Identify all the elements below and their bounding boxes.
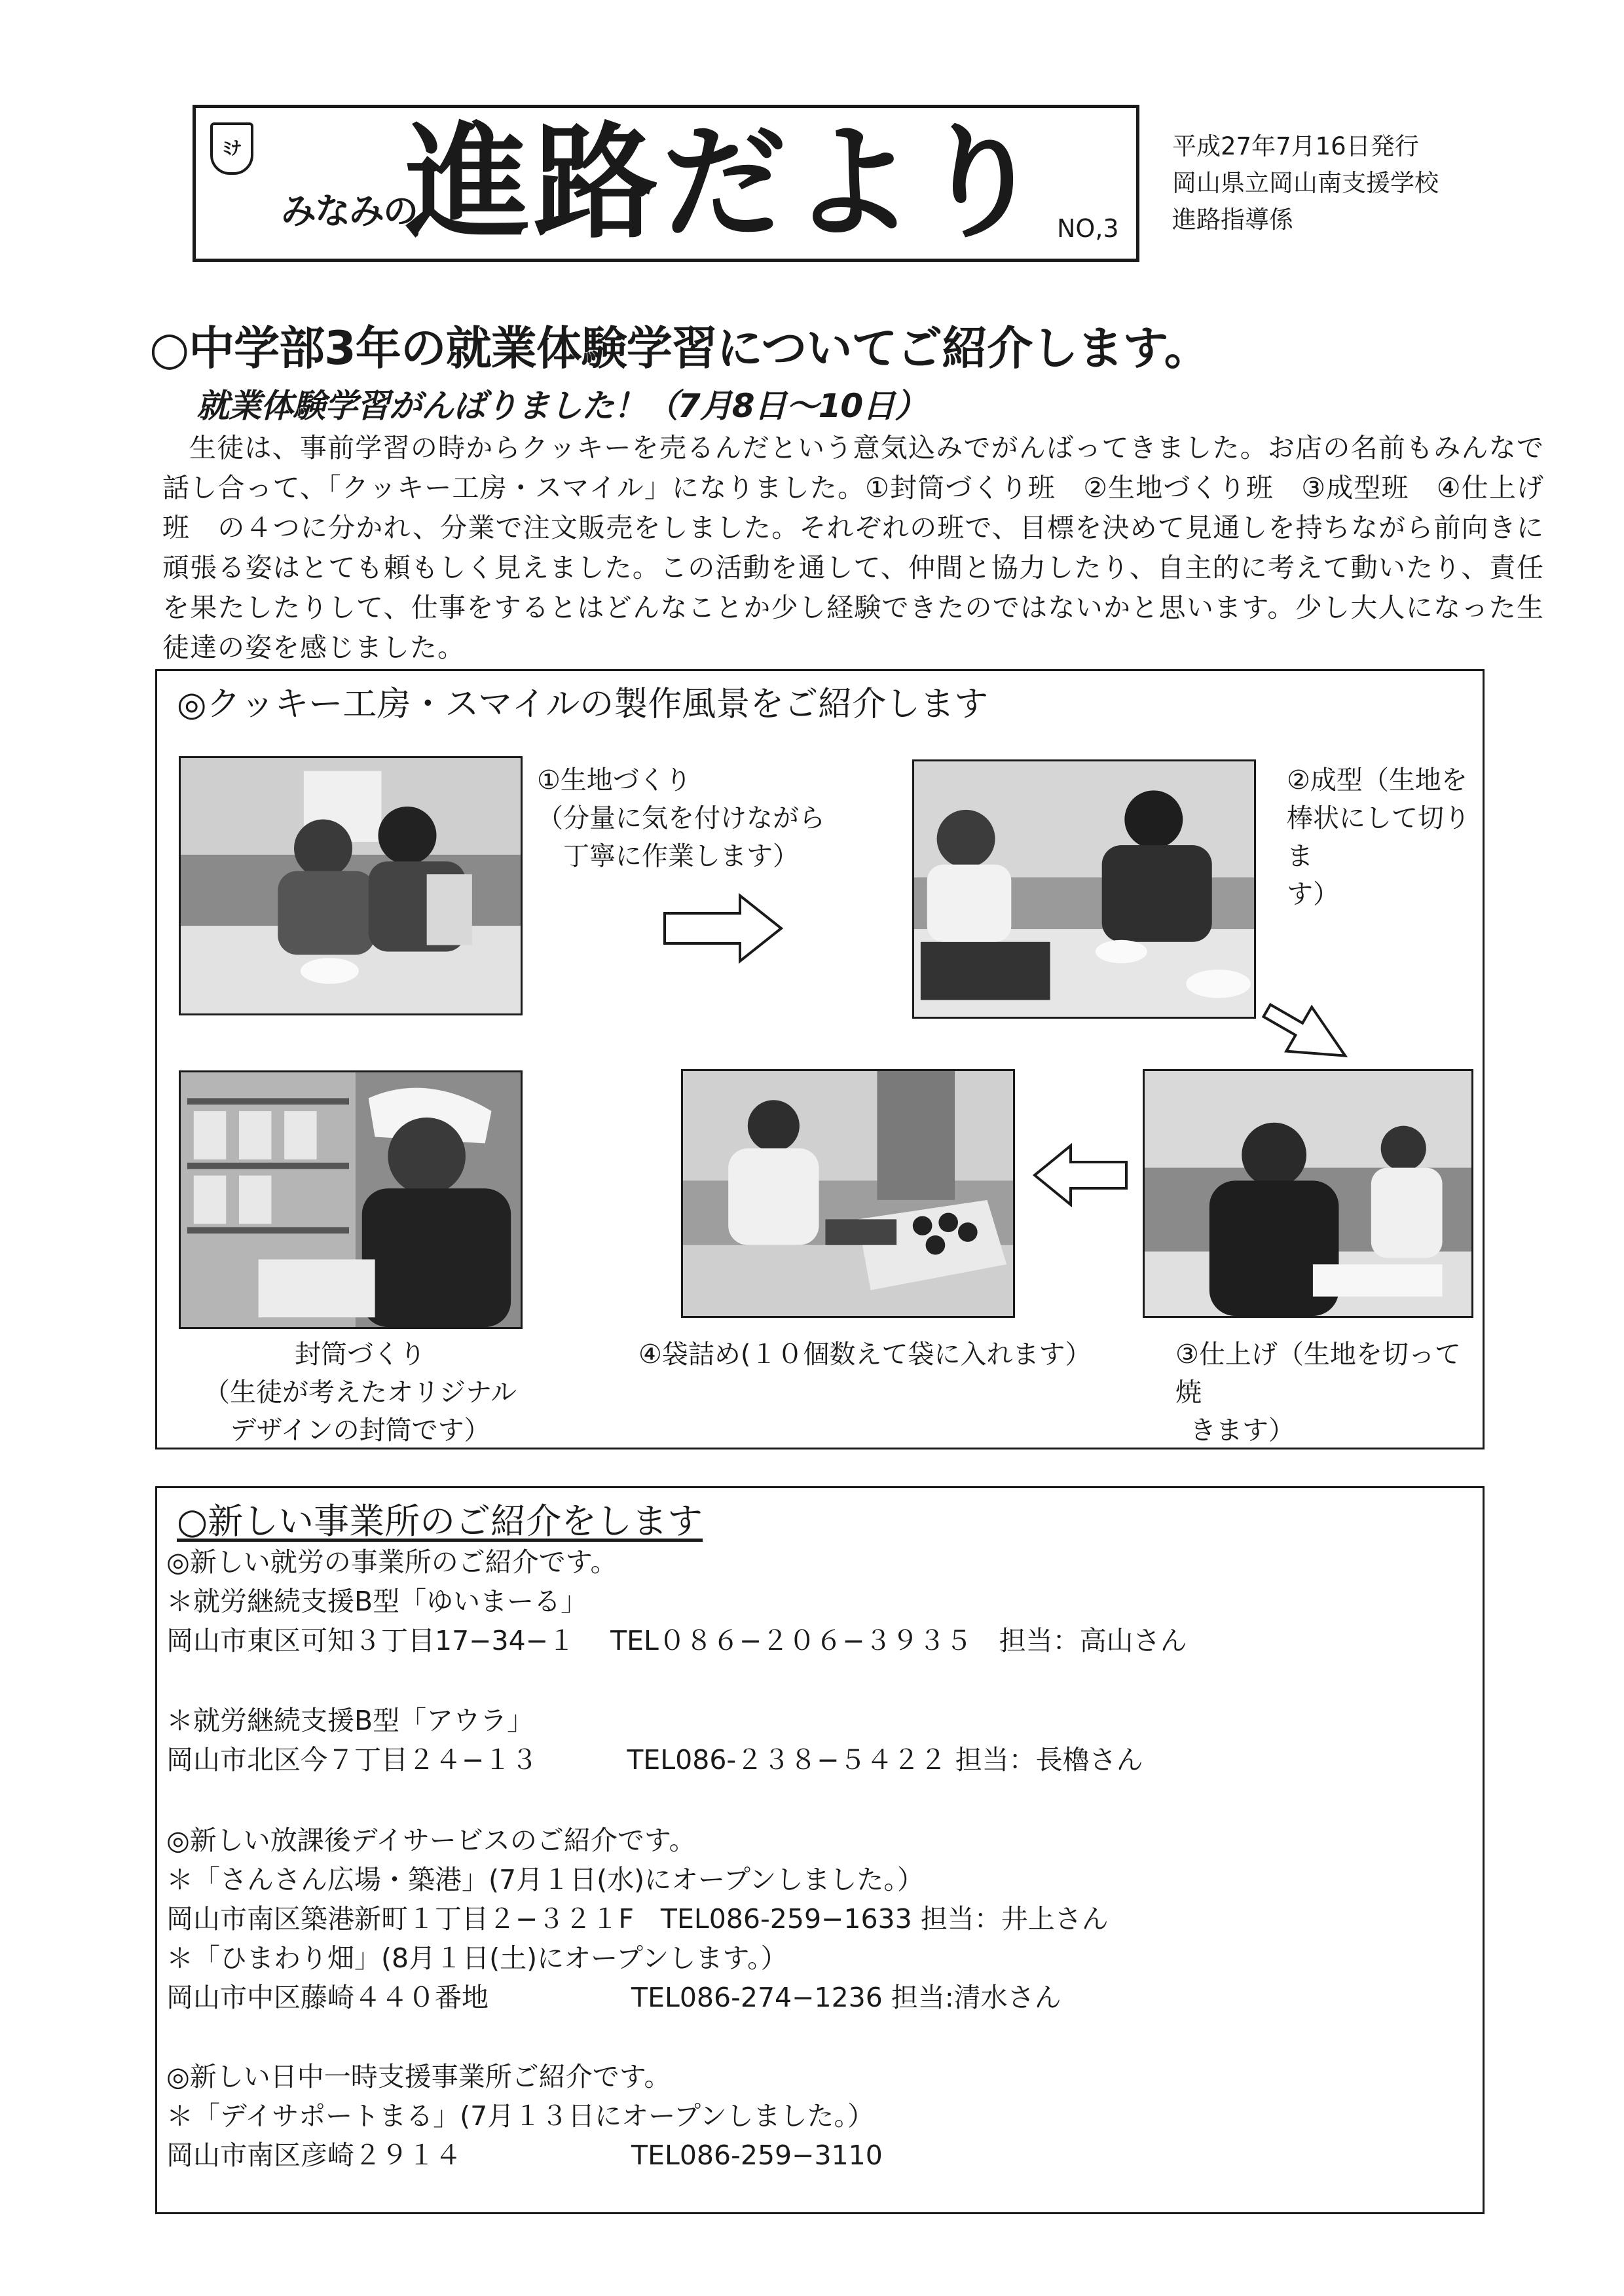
caption-line: 棒状にして切りま bbox=[1287, 803, 1470, 871]
masthead bbox=[193, 105, 1139, 262]
arrow-left-icon bbox=[1031, 1142, 1130, 1208]
office-address-himawari: 岡山市中区藤崎４４０番地 TEL086-274−1236 担当:清水さん bbox=[166, 1982, 1061, 2013]
photo-bagging bbox=[681, 1069, 1015, 1318]
caption-envelope bbox=[177, 1336, 544, 1449]
article-subheadline: 就業体験学習がんばりました！（7月8日～10日） bbox=[196, 387, 927, 425]
caption-step-1 bbox=[537, 761, 825, 875]
office-name-daysupport: ＊「デイサポートまる」(7月１３日にオープンしました。） bbox=[166, 2100, 875, 2132]
department: 進路指導係 bbox=[1172, 206, 1293, 234]
office-address-sansan: 岡山市南区築港新町１丁目２−３２１F TEL086-259−1633 担当：井上さん bbox=[166, 1903, 1109, 1935]
article-body bbox=[162, 428, 1544, 668]
caption-line: す） bbox=[1287, 879, 1339, 909]
office-heading-support: ◎新しい日中一時支援事業所ご紹介です。 bbox=[166, 2061, 671, 2092]
office-address-yuimaru: 岡山市東区可知３丁目17−34−１ TEL０８６−２０６−３９３５ 担当：高山さん bbox=[166, 1625, 1187, 1656]
caption-line: 丁寧に作業します） bbox=[537, 841, 799, 871]
caption-step-3 bbox=[1175, 1336, 1483, 1449]
office-name-sansan: ＊「さんさん広場・築港」(7月１日(水)にオープンしました。） bbox=[166, 1864, 924, 1895]
issue-date: 平成27年7月16日発行 bbox=[1172, 132, 1419, 160]
caption-line: （生徒が考えたオリジナル bbox=[204, 1377, 517, 1408]
caption-step-2 bbox=[1287, 761, 1483, 913]
new-offices-title: ○新しい事業所のご紹介をします bbox=[177, 1501, 703, 1542]
photo-finishing bbox=[1143, 1069, 1473, 1318]
arrow-right-icon bbox=[661, 892, 786, 964]
masthead-subtitle: みなみの bbox=[281, 191, 417, 232]
photo-section bbox=[155, 669, 1485, 1449]
issue-info bbox=[1172, 128, 1439, 238]
photo-envelope-making bbox=[179, 1070, 523, 1329]
office-name-yuimaru: ＊就労継続支援B型「ゆいまーる」 bbox=[166, 1586, 588, 1617]
caption-line: ③仕上げ（生地を切って焼 bbox=[1175, 1339, 1461, 1408]
office-name-aura: ＊就労継続支援B型「アウラ」 bbox=[166, 1705, 534, 1736]
office-heading-dayservice: ◎新しい放課後デイサービスのご紹介です。 bbox=[166, 1825, 696, 1856]
caption-line: きます） bbox=[1190, 1415, 1295, 1446]
arrow-down-icon bbox=[1257, 972, 1362, 1077]
caption-line: （分量に気を付けながら bbox=[537, 803, 825, 833]
article-paragraph: 生徒は、事前学習の時からクッキーを売るんだという意気込みでがんばってきました。お店の名前もみんなで話し合って、「クッキー工房・スマイル」になりました。①封筒づくり班 ②生地づくり班 ③成型班 ④仕上げ班 の４つに分かれ、分業で注文販売をしました。それぞれの班で、目標を決めて見通しを持ちながら前向きに頑張る姿はとても頼もしく見えました。この活動を通して、仲間と協力したり、自主的に考えて動いたり、責任を果たしたりして、仕事をするとはどんなことか少し経験できたのではないかと思います。少し大人になった生徒達の姿を感じました。 bbox=[162, 432, 1544, 663]
office-address-daysupport: 岡山市南区彦崎２９１４ TEL086-259−3110 bbox=[166, 2140, 883, 2171]
logo-mark: ﾐﾅ bbox=[222, 137, 241, 159]
caption-step-4 bbox=[638, 1336, 1091, 1374]
masthead-title: 進路だより bbox=[405, 111, 1048, 255]
photo-section-title: ◎クッキー工房・スマイルの製作風景をご紹介します bbox=[177, 685, 989, 724]
caption-line: ④袋詰め(１０個数えて袋に入れます） bbox=[638, 1339, 1092, 1370]
office-heading-work: ◎新しい就労の事業所のご紹介です。 bbox=[166, 1546, 618, 1578]
new-offices-section bbox=[155, 1486, 1485, 2214]
issue-number: NO,3 bbox=[1057, 214, 1119, 243]
caption-line: ②成型（生地を bbox=[1287, 765, 1467, 795]
office-address-aura: 岡山市北区今７丁目２４−１３ TEL086-２３８−５４２２ 担当：長櫓さん bbox=[166, 1744, 1143, 1776]
caption-line: 封筒づくり bbox=[295, 1339, 426, 1370]
office-name-himawari: ＊「ひまわり畑」(8月１日(土)にオープンします。） bbox=[166, 1942, 788, 1974]
school-logo bbox=[210, 122, 253, 175]
article-headline: ○中学部3年の就業体験学習についてご紹介します。 bbox=[149, 321, 1209, 375]
caption-line: ①生地づくり bbox=[537, 765, 692, 795]
photo-dough-making bbox=[179, 756, 523, 1015]
caption-line: デザインの封筒です） bbox=[230, 1415, 490, 1446]
school-name: 岡山県立岡山南支援学校 bbox=[1172, 169, 1439, 197]
photo-shaping bbox=[912, 759, 1256, 1019]
